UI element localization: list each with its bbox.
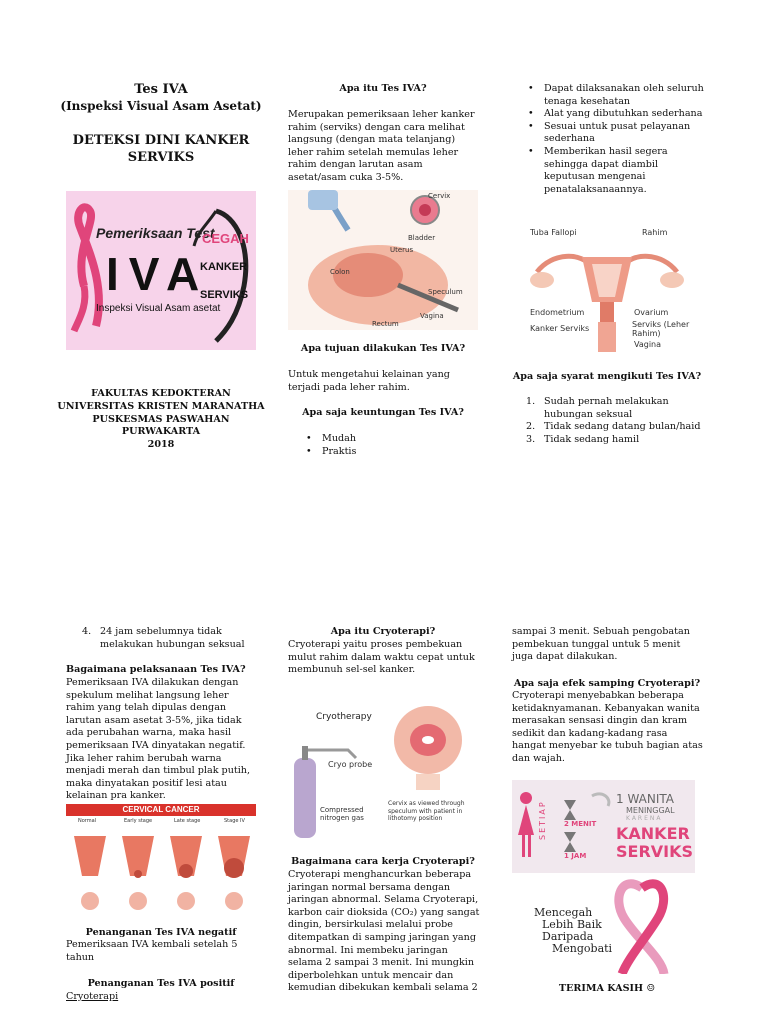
list-keuntungan: [304, 433, 474, 458]
paragraph-efek-samping: Cryoterapi menyebabkan beberapa ketidaknyamanan. Kebanyakan wanita merasakan sensasi dingin dan kram sedikit dan kadang-kadang rasa hangat menyebar ke tubuh bagian atas dan wajah.: [512, 690, 703, 764]
heading-efek-samping: Apa saja efek samping Cryoterapi?: [513, 678, 701, 689]
cover-heading: DETEKSI DINI KANKER SERVIKS: [72, 133, 250, 165]
heading-negatif: Penanganan Tes IVA negatif: [85, 927, 237, 938]
pink-ribbon-poster-image: Mencegah Lebih Baik Daripada Mengobati: [512, 878, 695, 974]
uterus-anatomy-image: Tuba Fallopi Rahim Endometrium Ovarium Kanker Serviks Serviks (Leher Rahim) Vagina: [512, 212, 702, 357]
paragraph-pelaksanaan: Pemeriksaan IVA dilakukan dengan spekulum melihat langsung leher rahim yang telah dipulas dengan larutan asam asetat 3-5%, jika tidak ada perubahan warna, maka hasil pemeriksaan IVA dinyatakan negatif. Jika leher rahim berubah warna menjadi merah dan timbul plak putih, maka dinyatakan positif lesi atau kelainan pra kanker.: [66, 677, 251, 802]
cover-title: Tes IVA: [134, 82, 188, 97]
heading-cara-kerja: Bagaimana cara kerja Cryoterapi?: [291, 856, 475, 867]
paragraph-tujuan: Untuk mengetahui kelainan yang terjadi pada leher rahim.: [288, 369, 450, 393]
list-item: • Memberikan hasil segera sehingga dapat diambil keputusan mengenai penatalaksanaannya.: [526, 146, 704, 196]
list-item: • Dapat dilaksanakan oleh seluruh tenaga kesehatan: [526, 83, 704, 108]
list-item: • Praktis: [304, 446, 474, 459]
heading-syarat: Apa saja syarat mengikuti Tes IVA?: [512, 371, 702, 382]
paragraph-negatif: Pemeriksaan IVA kembali setelah 5 tahun: [66, 939, 238, 963]
list-item: • Sesuai untuk pusat pelayanan sederhana: [526, 121, 704, 146]
paragraph-cara-kerja: Cryoterapi menghancurkan beberapa jaringan normal bersama dengan jaringan abnormal. Selama Cryoterapi, karbon cair dioksida (CO₂) yang sangat dingin, bersirkulasi melalui probe ditempatkan di samping jaringan yang abnormal. Ini membeku jaringan selama 2 sampai 3 menit. Ini mungkin diperbolehkan untuk mencair dan kemudian dibekukan kembali selama 2: [288, 869, 480, 994]
list-item: 3. Tidak sedang hamil: [526, 433, 640, 445]
heading-positif: Penanganan Tes IVA positif: [87, 978, 235, 989]
list-item: • Alat yang dibutuhkan sederhana: [526, 108, 704, 121]
cover-subtitle: (Inspeksi Visual Asam Asetat): [60, 99, 262, 113]
heading-keuntungan: Apa saja keuntungan Tes IVA?: [302, 407, 464, 418]
statistik-kanker-image: SETIAP 1 WANITA MENINGGAL KARENA 2 MENIT 1 JAM KANKER SERVIKS: [512, 780, 695, 873]
heading-apa-itu-cryo: Apa itu Cryoterapi?: [330, 626, 436, 637]
terima-kasih-text: TERIMA KASIH ☺: [558, 983, 656, 994]
list-item: 2. Tidak sedang datang bulan/haid: [526, 421, 701, 433]
paragraph-cara-kerja-lanjutan: sampai 3 menit. Sebuah pengobatan pembekuan tunggal untuk 5 menit juga dapat dilakukan.: [512, 626, 690, 663]
examination-diagram-image: Cervix Uterus Bladder Speculum Vagina Rectum Colon: [288, 190, 478, 330]
cryotherapy-image: Cryotherapy Cryo probe Compressed nitrogen gas Cervix as viewed through speculum with patient in lithotomy position: [288, 700, 478, 840]
list-keuntungan-lanjutan: [526, 83, 704, 196]
link-cryoterapi: Cryoterapi: [66, 991, 119, 1002]
heading-apa-itu-iva: Apa itu Tes IVA?: [339, 83, 427, 94]
paragraph-apa-itu-cryo: Cryoterapi yaitu proses pembekuan mulut rahim dalam waktu cepat untuk membunuh sel-sel kanker.: [288, 639, 475, 676]
list-item: • Mudah: [304, 433, 474, 446]
list-syarat: [526, 396, 704, 446]
syarat-item-4: 4. 24 jam sebelumnya tidak melakukan hubungan seksual: [82, 626, 245, 650]
pink-ribbon-icon: [512, 878, 695, 974]
institution-block: FAKULTAS KEDOKTERAN UNIVERSITAS KRISTEN MARANATHA PUSKESMAS PASWAHAN PURWAKARTA 2018: [57, 388, 265, 451]
heading-pelaksanaan: Bagaimana pelaksanaan Tes IVA?: [66, 664, 246, 675]
cervical-cancer-stages-image: CERVICAL CANCER Normal Early stage Late stage Stage IV: [66, 804, 256, 914]
paragraph-apa-itu-iva: Merupakan pemeriksaan leher kanker rahim (serviks) dengan cara melihat langsung (dengan mata telanjang) leher rahim setelah memulas leher rahim dengan larutan asam asetat/asam cuka 3-5%.: [288, 109, 475, 183]
iva-poster-image: Pemeriksaan Test IVA Inspeksi Visual Asam asetat CEGAH KANKER SERVIKS: [66, 191, 256, 350]
heading-tujuan: Apa tujuan dilakukan Tes IVA?: [300, 343, 466, 354]
list-item: 1. Sudah pernah melakukan hubungan seksual: [526, 396, 669, 420]
